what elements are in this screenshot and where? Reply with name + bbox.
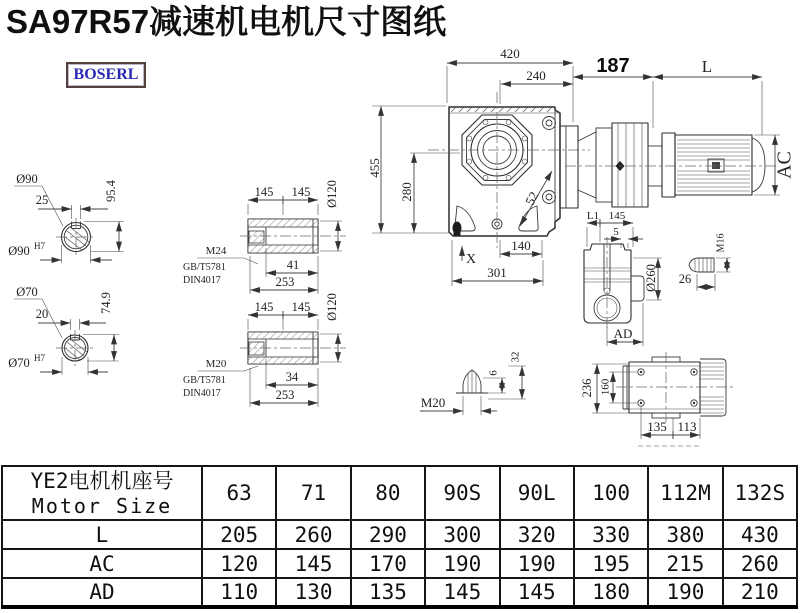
- dim-187-label: 187: [596, 55, 630, 77]
- plug-M20-label: M20: [420, 395, 446, 410]
- dim-280-label: 280: [398, 182, 414, 202]
- rear-113-label: 113: [677, 419, 697, 434]
- rear-236-label: 236: [579, 378, 594, 398]
- bolt-M16-label: M16: [715, 233, 727, 253]
- table-cell: 145: [276, 549, 350, 578]
- motor-size-table: [1, 465, 798, 609]
- table-cell: 190: [648, 578, 722, 607]
- table-cell: 190: [500, 549, 574, 578]
- header-en: Motor Size: [31, 494, 173, 518]
- hollow-shaft-a: [183, 180, 346, 294]
- dim-L-label: L: [701, 57, 713, 76]
- hollow-b-std2: DIN4017: [183, 388, 221, 399]
- col-header-100: 100: [574, 466, 648, 520]
- row-label-L: L: [2, 520, 202, 549]
- rear-135-label: 135: [647, 419, 667, 434]
- table-cell: 210: [723, 578, 797, 607]
- table-row-L: [2, 520, 797, 549]
- hollow-b-145-left: 145: [254, 300, 274, 314]
- row-label-AC: AC: [2, 549, 202, 578]
- motor-size-header-cell: [2, 466, 202, 520]
- side-5-label: 5: [613, 226, 619, 238]
- table-cell: 145: [500, 578, 574, 607]
- fit-90-tol-label: H7: [34, 241, 45, 251]
- dim-140-label: 140: [511, 238, 531, 253]
- table-cell: 260: [276, 520, 350, 549]
- plug-32-label: 32: [509, 351, 522, 363]
- hollow-a-145-right: 145: [291, 185, 311, 199]
- shaft-dia-70-label: Ø70: [16, 285, 38, 299]
- dim-52-label: 52: [521, 189, 542, 208]
- table-cell: 430: [723, 520, 797, 549]
- table-cell: 110: [202, 578, 276, 607]
- col-header-63: 63: [202, 466, 276, 520]
- col-header-132S: 132S: [723, 466, 797, 520]
- hollow-b-depth: 34: [285, 370, 299, 384]
- dim-x-label: X: [465, 252, 477, 267]
- hollow-a-145-left: 145: [254, 185, 274, 199]
- brand-logo-text: BOSERL: [73, 66, 139, 83]
- hollow-b-dia: Ø120: [324, 293, 339, 321]
- fit-70-tol-label: H7: [34, 353, 45, 363]
- key-width-25-label: 25: [35, 193, 49, 207]
- hollow-a-depth: 41: [286, 258, 300, 272]
- hollow-a-std2: DIN4017: [183, 275, 221, 286]
- fit-70-label: Ø70: [8, 356, 30, 370]
- table-row-AC: [2, 549, 797, 578]
- dim-AC-label: AC: [773, 151, 796, 179]
- dim-240-label: 240: [526, 68, 546, 83]
- hollow-a-thread: M24: [205, 245, 227, 257]
- side-L1-label: L1: [586, 210, 600, 222]
- dim-455-label: 455: [366, 158, 382, 178]
- hollow-b-thread: M20: [205, 358, 227, 370]
- dim-301-label: 301: [487, 265, 507, 280]
- col-header-112M: 112M: [648, 466, 722, 520]
- plug-6-label: 6: [487, 370, 500, 376]
- hollow-shaft-b: [183, 293, 346, 407]
- gearbox-front-view: [367, 46, 590, 286]
- bolt-detail-m16: [679, 234, 731, 291]
- rear-160-label: 160: [599, 378, 612, 396]
- plug-detail-m20: [420, 352, 526, 416]
- table-cell: 145: [425, 578, 499, 607]
- motor-size-table-wrap: [1, 465, 798, 609]
- hollow-a-total: 253: [275, 275, 295, 289]
- table-cell: 330: [574, 520, 648, 549]
- side-145-label: 145: [608, 210, 626, 222]
- dim-420-label: 420: [500, 46, 520, 61]
- table-cell: 195: [574, 549, 648, 578]
- table-cell: 120: [202, 549, 276, 578]
- table-cell: 170: [351, 549, 425, 578]
- table-cell: 135: [351, 578, 425, 607]
- motor-rear-view: [580, 352, 733, 446]
- hollow-b-145-right: 145: [291, 300, 311, 314]
- table-cell: 290: [351, 520, 425, 549]
- table-header-row: [2, 466, 797, 520]
- hollow-b-total: 253: [275, 388, 295, 402]
- gearbox-side-view: [584, 210, 662, 346]
- input-shaft-section: [8, 285, 119, 375]
- side-dia-260-label: Ø260: [643, 264, 658, 292]
- side-AD-label: AD: [613, 326, 633, 341]
- row-label-AD: AD: [2, 578, 202, 607]
- table-cell: 180: [574, 578, 648, 607]
- table-row-AD: [2, 578, 797, 607]
- hollow-a-dia: Ø120: [324, 180, 339, 208]
- col-header-90S: 90S: [425, 466, 499, 520]
- motor-side-view: [560, 55, 796, 208]
- table-cell: 300: [425, 520, 499, 549]
- table-cell: 205: [202, 520, 276, 549]
- table-cell: 130: [276, 578, 350, 607]
- col-header-80: 80: [351, 466, 425, 520]
- table-cell: 320: [500, 520, 574, 549]
- col-header-71: 71: [276, 466, 350, 520]
- bolt-26-label: 26: [678, 272, 692, 286]
- col-header-90L: 90L: [500, 466, 574, 520]
- header-cn: YE2电机机座号: [30, 469, 174, 493]
- fit-90-label: Ø90: [8, 244, 30, 258]
- hollow-a-std1: GB/T5781: [183, 262, 226, 273]
- table-cell: 215: [648, 549, 722, 578]
- key-width-20-label: 20: [35, 307, 49, 321]
- hollow-b-std1: GB/T5781: [183, 375, 226, 386]
- shaft-dia-90-label: Ø90: [16, 172, 38, 186]
- table-cell: 380: [648, 520, 722, 549]
- page-title: SA97R57减速机电机尺寸图纸: [6, 3, 447, 40]
- output-shaft-section: [8, 172, 124, 263]
- table-cell: 260: [723, 549, 797, 578]
- key-height-74-label: 74.9: [98, 292, 113, 314]
- table-cell: 190: [425, 549, 499, 578]
- key-height-95-label: 95.4: [103, 180, 118, 202]
